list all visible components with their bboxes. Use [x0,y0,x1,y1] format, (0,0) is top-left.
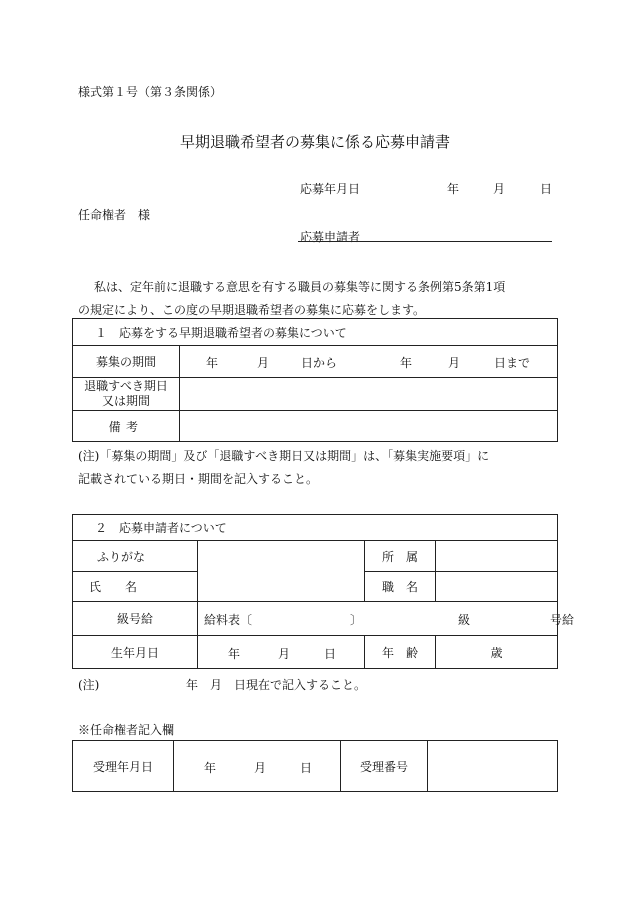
recruitment-table [72,318,558,442]
birth-day: 日 [324,647,337,661]
receipt-number-label: 受理番号 [341,741,428,792]
age-label: 年 齢 [365,636,436,669]
body-text-line1: 私は、定年前に退職する意思を有する職員の募集等に関する条例第5条第1項 [94,280,506,294]
retirement-date-field[interactable] [180,378,558,411]
step-unit: 号給 [550,613,575,627]
addressee: 任命権者 様 [78,208,151,222]
period-start-year: 年 [206,356,219,370]
birth-month: 月 [278,647,291,661]
affiliation-label: 所 属 [365,541,436,572]
name-field[interactable] [198,541,365,602]
applicant-signature-line[interactable] [298,241,552,242]
application-date-day: 日 [540,182,553,196]
birth-date-field[interactable] [198,636,365,669]
application-date-label: 応募年月日 [300,182,361,196]
applicant-table [72,514,575,669]
retirement-date-label [73,378,180,411]
period-field[interactable] [180,346,558,378]
retirement-date-label-line2: 又は期間 [101,394,150,408]
applicant-label: 応募申請者 [300,230,361,244]
period-label: 募集の期間 [73,346,180,378]
receipt-day: 日 [300,761,313,775]
grade-unit: 級 [458,613,471,627]
receipt-number-field[interactable] [428,741,558,792]
salary-table-close: 〕 [350,613,363,627]
age-unit: 歳 [490,645,503,660]
remarks-field[interactable] [180,411,558,442]
receipt-year: 年 [204,761,217,775]
section2-heading: ２ 応募申請者について [73,515,558,541]
receipt-month: 月 [254,761,267,775]
period-end-month: 月 [448,356,461,370]
note1-line1: (注)「募集の期間」及び「退職すべき期日又は期間」は、「募集実施要項」に [78,449,490,463]
receipt-date-field[interactable] [174,741,341,792]
name-label: 氏 名 [73,572,198,602]
official-use-table [72,740,558,792]
birth-date-label: 生年月日 [73,636,198,669]
period-end-day: 日まで [494,356,531,370]
application-date-year: 年 [447,182,460,196]
form-title: 早期退職希望者の募集に係る応募申請書 [179,133,450,151]
retirement-date-label-line1: 退職すべき期日 [84,379,168,393]
furigana-label: ふりがな [73,541,198,572]
period-end-year: 年 [400,356,413,370]
period-start-day: 日から [301,356,338,370]
receipt-date-label: 受理年月日 [73,741,174,792]
official-use-heading: ※任命権者記入欄 [78,723,175,737]
post-field[interactable] [436,572,558,602]
salary-table-open: 給料表〔 [204,613,253,627]
grade-field[interactable] [198,602,575,636]
birth-year: 年 [228,647,241,661]
grade-label: 級号給 [73,602,198,636]
age-field[interactable] [436,636,558,669]
form-number: 様式第１号（第３条関係） [78,85,223,99]
affiliation-field[interactable] [436,541,558,572]
body-text-line2: の規定により、この度の早期退職希望者の募集に応募をします。 [78,303,426,317]
note2-prefix: (注) [78,678,100,692]
post-label: 職 名 [365,572,436,602]
application-date-month: 月 [493,182,506,196]
remarks-label: 備考 [73,411,180,442]
note1-line2: 記載されている期日・期間を記入すること。 [78,472,319,486]
period-start-month: 月 [257,356,270,370]
note2-text: 年 月 日現在で記入すること。 [186,678,367,692]
section1-heading: １ 応募をする早期退職希望者の募集について [73,319,558,346]
